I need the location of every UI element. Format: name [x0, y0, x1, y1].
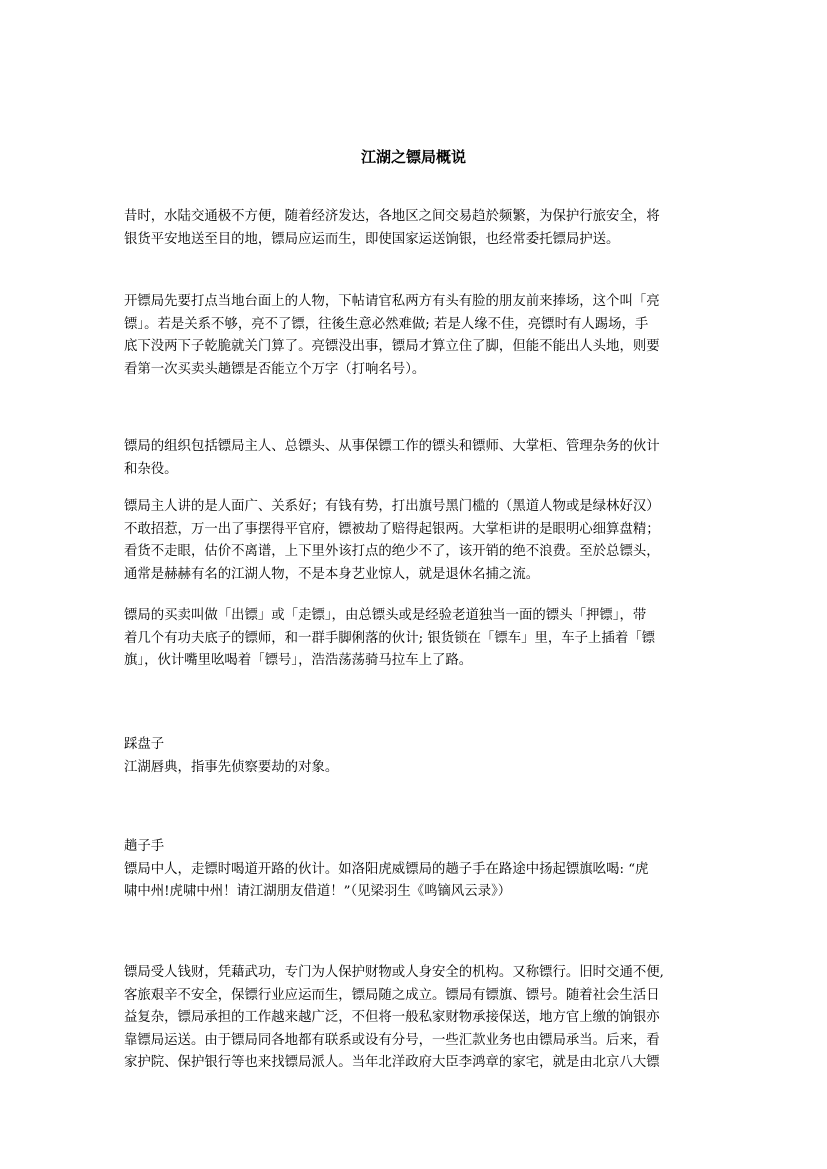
text-line: 旗」，伙计嘴里吆喝着「镖号」，浩浩荡荡骑马拉车上了路。 [124, 653, 473, 668]
text-line: 益复杂，镖局承担的工作越来越广泛，不但将一般私家财物承接保送，地方官上缴的饷银亦 [124, 1010, 660, 1025]
paragraph-tangzishou [124, 836, 704, 904]
text-line: 客旅艰辛不安全，保镖行业应运而生，镖局随之成立。镖局有镖旗、镖号。随着社会生活日 [124, 987, 660, 1003]
text-line: 镖局受人钱财，凭藉武功，专门为人保护财物或人身安全的机构。又称镖行。旧时交通不便, [124, 965, 664, 980]
term-definition: 啸中州!虎啸中州！请江湖朋友借道！”（见梁羽生《鸣镝风云录》） [124, 884, 512, 899]
text-line: 和杂役。 [124, 461, 178, 477]
term-definition: 镖局中人，走镖时喝道开路的伙计。如洛阳虎威镖局的趟子手在路途中扬起镖旗吆喝: “虎 [124, 861, 649, 877]
text-line: 不敢招惹，万一出了事摆得平官府，镖被劫了赔得起银两。大掌柜讲的是眼明心细算盘精； [124, 521, 660, 537]
text-line: 银货平安地送至目的地，镖局应运而生，即使国家运送饷银，也经常委托镖局护送。 [124, 231, 620, 247]
document-title: 江湖之镖局概说 [360, 148, 466, 166]
text-line: 看货不走眼，估价不离谱，上下里外该打点的绝少不了，该开销的绝不浪费。至於总镖头， [124, 544, 660, 559]
text-line: 镖」。若是关系不够，亮不了镖，往後生意必然难做; 若是人缘不佳，亮镖时有人踢场，手 [124, 316, 649, 332]
text-line: 着几个有功夫底子的镖师，和一群手脚俐落的伙计; 银货锁在「镖车」里，车子上插着「镖 [124, 630, 655, 646]
paragraph-intro [124, 206, 704, 251]
text-line: 镖局的买卖叫做「出镖」或「走镖」，由总镖头或是经验老道独当一面的镖头「押镖」，带 [124, 608, 647, 623]
text-line: 镖局主人讲的是人面广、关系好；有钱有势，打出旗号黑门槛的（黑道人物或是绿林好汉） [124, 499, 660, 514]
term-heading: 趟子手 [124, 839, 165, 854]
paragraph-business [124, 605, 704, 673]
text-line: 通常是赫赫有名的江湖人物，不是本身艺业惊人，就是退休名捕之流。 [124, 566, 540, 582]
text-line: 开镖局先要打点当地台面上的人物，下帖请官私两方有头有脸的朋友前来捧场，这个叫「亮 [124, 294, 660, 309]
term-heading: 踩盘子 [124, 737, 165, 752]
term-definition: 江湖唇典，指事先侦察要劫的对象。 [124, 759, 339, 775]
text-line: 家护院、保护银行等也来找镖局派人。当年北洋政府大臣李鸿章的家宅，就是由北京八大镖 [124, 1055, 660, 1070]
paragraph-cai-panzi [124, 734, 704, 779]
paragraph-organization [124, 436, 704, 481]
text-line: 昔时，水陆交通极不方便，随着经济发达，各地区之间交易趋於频繁，为保护行旅安全，将 [124, 209, 660, 224]
text-line: 镖局的组织包括镖局主人、总镖头、从事保镖工作的镖头和镖师、大掌柜、管理杂务的伙计 [124, 439, 660, 454]
text-line: 靠镖局运送。由于镖局同各地都有联系或设有分号，一些汇款业务也由镖局承当。后来，看 [124, 1032, 660, 1048]
text-line: 看第一次买卖头趟镖是否能立个万字（打响名号）。 [124, 361, 426, 377]
text-line: 底下没两下子乾脆就关门算了。亮镖没出事，镖局才算立住了脚，但能不能出人头地，则要 [124, 339, 660, 354]
paragraph-liang-biao [124, 291, 704, 381]
paragraph-roles [124, 496, 704, 586]
paragraph-biaoju-definition [124, 962, 704, 1075]
